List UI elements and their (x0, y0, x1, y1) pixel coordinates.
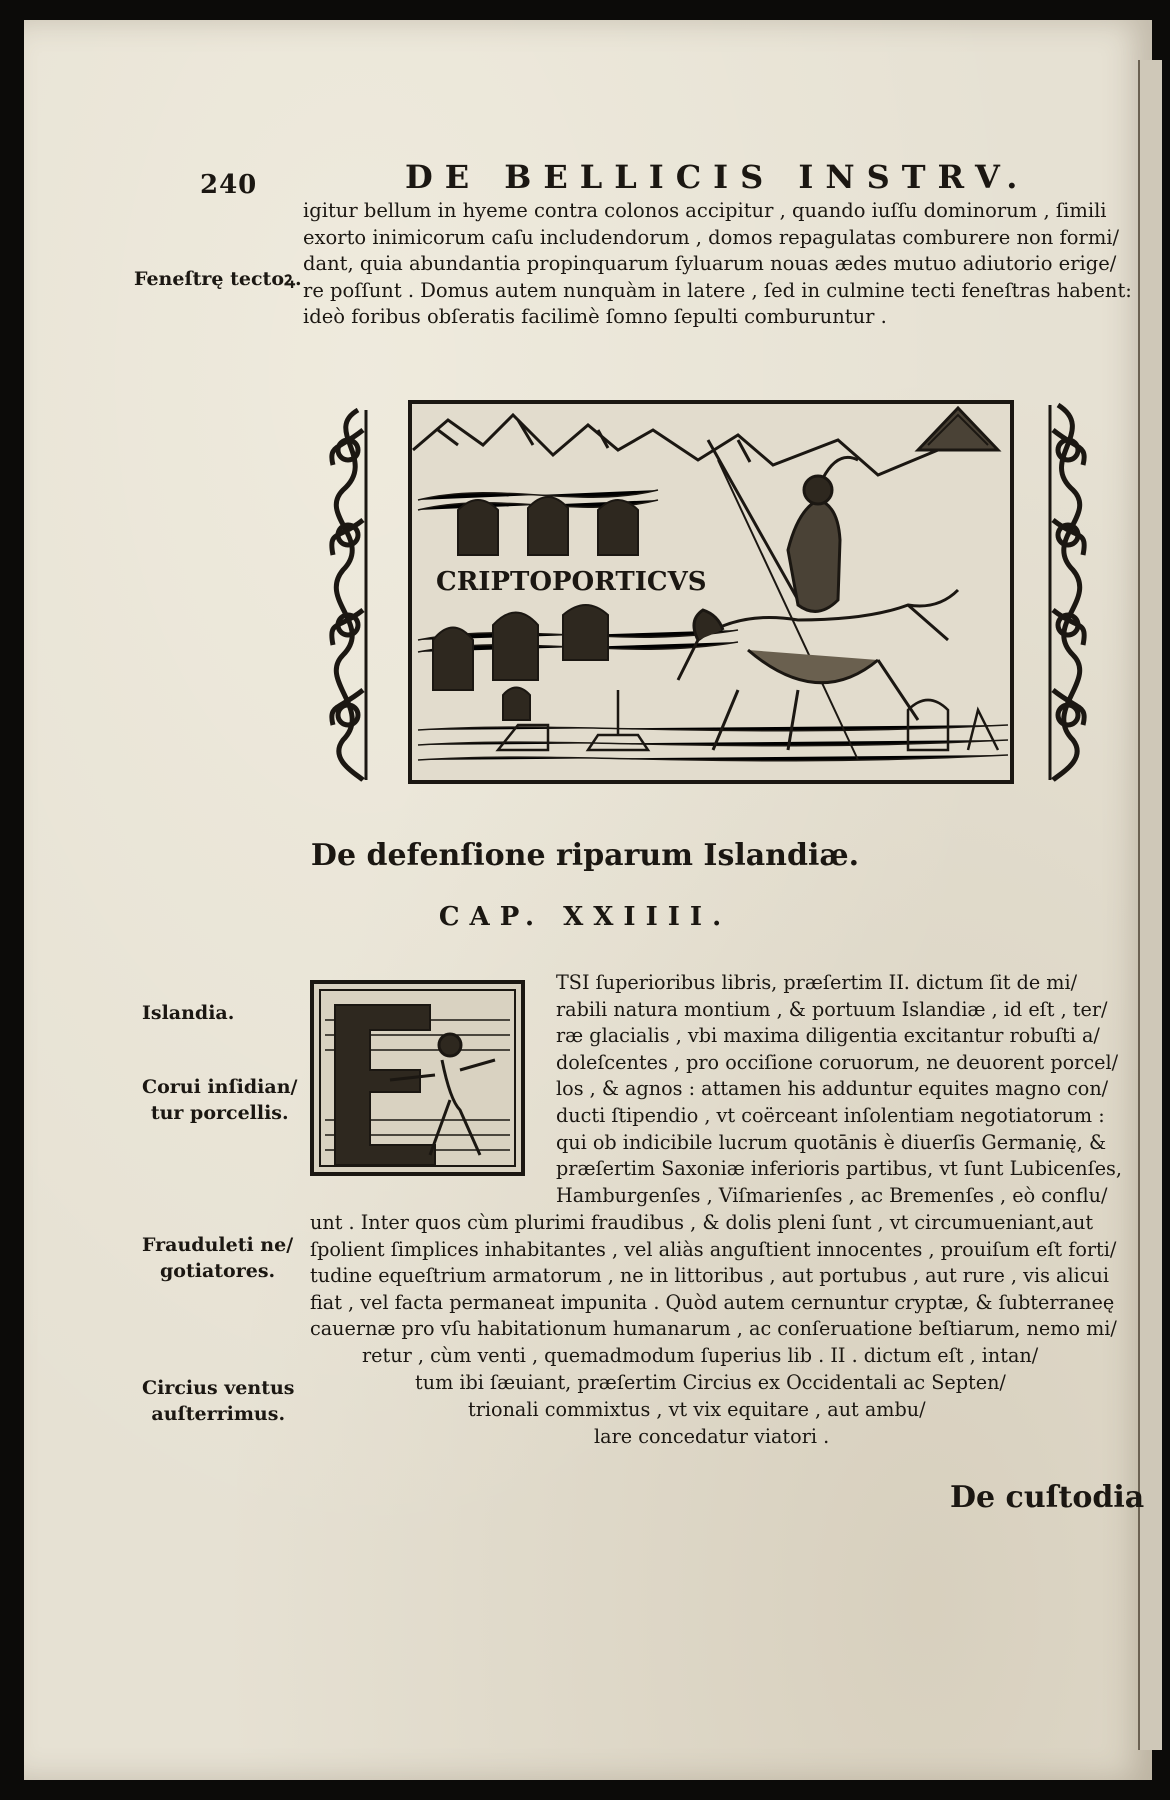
text-line: præſertim Saxoniæ inferioris partibus, vt ſunt Lubicenſes, (556, 1157, 1122, 1181)
right-ornament (1050, 405, 1084, 780)
text-line: cauernæ pro vſu habitationum humanarum , ac conſeruatione beſtiarum, nemo mi/ (310, 1317, 1117, 1341)
text-line: los , & agnos : attamen his adduntur equites magno con/ (556, 1077, 1109, 1101)
text-line: fiat , vel facta permaneat impunita . Quòd autem cernuntur cryptæ, & ſubterraneę (310, 1290, 1115, 1314)
initial-svg (310, 980, 525, 1176)
marginal-line: tur porcellis. (150, 1102, 289, 1124)
text-line: Hamburgenſes , Viſmarienſes , ac Bremenſes , eò conflu/ (556, 1183, 1108, 1207)
text-line-taper-3: trionali commixtus , vt vix equitare , aut ambu/ (468, 1398, 926, 1421)
page-number: 240 (200, 170, 258, 200)
marginal-line: auſterrimus. (151, 1403, 286, 1425)
text-line: tudine equeſtrium armatorum , ne in littoribus , aut portubus , aut rure , vis alicui (310, 1264, 1109, 1288)
marginal-line: Circius ventus (142, 1377, 295, 1399)
text-line: igitur bellum in hyeme contra colonos accipitur , quando iuſſu dominorum , ſimili (303, 199, 1107, 222)
woodcut-caption: CRIPTOPORTICVS (436, 567, 707, 597)
running-head (0, 158, 1170, 198)
marginal-line: gotiatores. (160, 1260, 276, 1282)
main-text-full (310, 1210, 1117, 1343)
crypt-huts-top (458, 497, 638, 555)
text-line: rabili natura montium , & portuum Islandiæ , id eſt , ter/ (556, 997, 1108, 1021)
top-paragraph (303, 198, 1132, 331)
marginal-line: Frauduleti ne/ (142, 1234, 294, 1256)
text-line-taper-2: tum ibi ſæuiant, præſertim Circius ex Occidentali ac Septen/ (415, 1371, 1006, 1394)
woodcut-svg (318, 390, 1098, 790)
left-ornament (332, 410, 366, 780)
text-line: ræ glacialis , vbi maxima diligentia excitantur robuſti a/ (556, 1024, 1100, 1048)
text-line-taper-4: lare concedatur viatori . (594, 1425, 830, 1448)
marginal-note-circius (142, 1375, 295, 1427)
running-title: DE BELLICIS INSTRV. (405, 158, 1030, 196)
section-title: De defenſione riparum Islandiæ. (310, 838, 860, 873)
main-text-indented (556, 970, 1122, 1209)
text-line: re poſſunt . Domus autem nunquàm in latere , ſed in culmine tecti feneſtras habent: (303, 278, 1132, 302)
marginal-note-frauduleti (142, 1232, 293, 1284)
marginal-note-fenestrae: Feneſtrę tectoꝝ. (134, 268, 302, 290)
text-line: ideò foribus obſeratis facilimè ſomno ſepulti comburuntur . (303, 305, 887, 328)
chapter-heading: CAP. XXIIII. (438, 902, 732, 932)
text-line: ſpolient ſimplices inhabitantes , vel aliàs anguſtient innocentes , prouiſum eſt forti/ (310, 1237, 1117, 1261)
text-line: dant, quia abundantia propinquarum ſyluarum nouas ædes mutuo adiutorio erige/ (303, 252, 1117, 275)
woodcut-illustration (318, 390, 1098, 790)
text-line: ducti ſtipendio , vt coërceant inſolentiam negotiatorum : (556, 1103, 1105, 1127)
marginal-line: Corui inſidian/ (142, 1076, 298, 1098)
text-line-taper-1: retur , cùm venti , quemadmodum ſuperius lib . II . dictum eſt , intan/ (362, 1344, 1039, 1367)
text-line: exorto inimicorum caſu includendorum , domos repagulatas comburere non formi/ (303, 225, 1120, 249)
text-line: TSI ſuperioribus libris, præſertim II. dictum ſit de mi/ (556, 971, 1078, 994)
text-line: doleſcentes , pro occiſione coruorum, ne deuorent porcel/ (556, 1050, 1119, 1074)
text-line: qui ob indicibile lucrum quotānis è diuerſis Germanię, & (556, 1130, 1107, 1154)
text-line: unt . Inter quos cùm plurimi fraudibus , & dolis pleni ſunt , vt circumueniant,aut (310, 1211, 1094, 1234)
decorated-initial-e (310, 980, 525, 1176)
marginal-note-islandia: Islandia. (142, 1002, 235, 1024)
catchword: De cuſtodia (950, 1480, 1145, 1515)
marginal-note-corui (142, 1074, 297, 1126)
